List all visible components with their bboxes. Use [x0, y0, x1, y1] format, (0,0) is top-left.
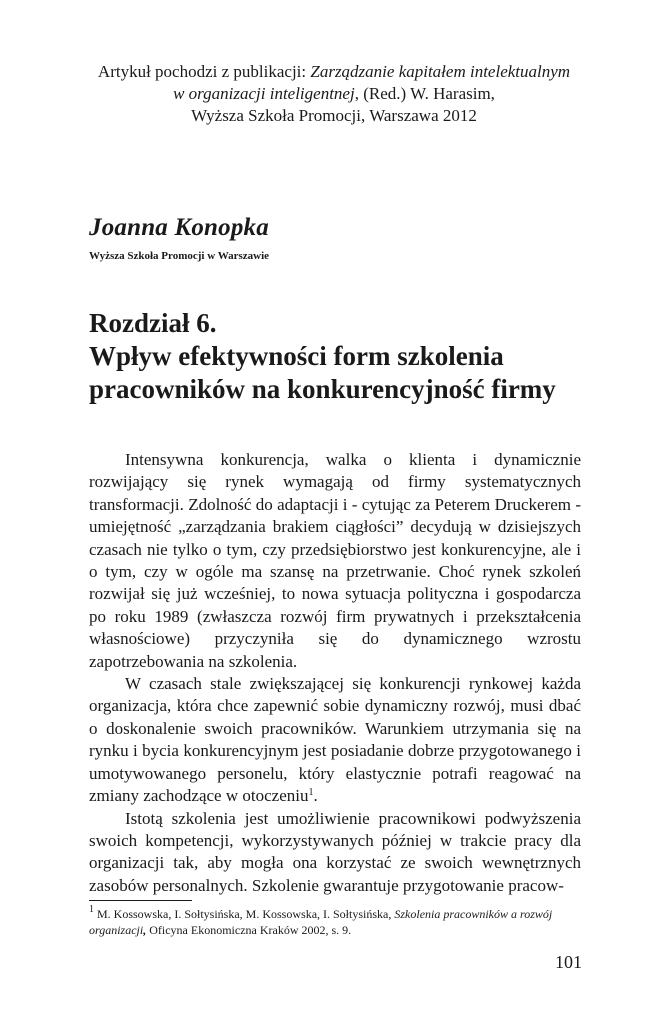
author-name: Joanna Konopka	[89, 214, 269, 241]
publication-note-line-1: Artykuł pochodzi z publikacji: Zarządzanie kapitałem intelektualnym	[97, 62, 571, 81]
publication-note	[60, 61, 608, 127]
footnote: $^1$ M. Kossowska, I. Sołtysińska, M. Kossowska, I. Sołtysińska, Szkolenia pracowników a rozwój organizacji, Oficyna Ekonomiczna Kraków 2002, s. 9.	[89, 904, 553, 937]
footnote-divider	[89, 900, 192, 901]
publication-title-part-2: w organizacji inteligentnej	[173, 84, 355, 103]
chapter-title-line-1: Wpływ efektywności form szkolenia	[89, 341, 504, 371]
paragraph: Istotą szkolenia jest umożliwienie pracownikowi podwyższenia swoich kompetencji, wykorzystywanych później w trakcie pracy dla organizacji tak, aby mogła ona korzystać ze swoich wewnętrznych zasobów personalnych. Szkolenie gwarantuje przygotowanie pracow-	[89, 808, 581, 895]
publication-title-part-1: Zarządzanie kapitałem intelektualnym	[310, 62, 571, 81]
chapter-title-line-2: pracowników na konkurencyjność firmy	[89, 374, 556, 404]
paragraph: W czasach stale zwiększającej się konkurencji rynkowej każda organizacja, która chce zapewnić sobie dynamiczny rozwój, musi dbać o doskonalenie swoich pracowników. Warunkiem utrzymania się na rynku i bycia konkurencyjnym jest posiadanie dobrze przygotowanego i umotywowanego personelu, który elastycznie potrafi reagować na zmiany zachodzące w otoczeniu$^1$.	[89, 674, 581, 806]
footnote-marker: 1	[89, 904, 94, 915]
chapter-number: Rozdział 6.	[89, 308, 217, 338]
body-text	[89, 449, 581, 897]
author-affiliation: Wyższa Szkoła Promocji w Warszawie	[89, 250, 270, 262]
paragraph: Intensywna konkurencja, walka o klienta i dynamicznie rozwijający się rynek wymagają od firmy systematycznych transformacji. Zdolność do adaptacji i - cytując za Peterem Druckerem - umiejętność „zarządzania brakiem ciągłości” decydują w dzisiejszych czasach nie tylko o tym, czy przedsiębiorstwo jest konkurencyjne, ale i o tym, czy w ogóle ma szansę na przetrwanie. Choć rynek szkoleń rozwijał się już wcześniej, to nowa sytuacja polityczna i gospodarcza po roku 1989 (zwłaszcza rozwój firm prywatnych i przekształcenia własnościowe) przyczyniła się do dynamicznego wzrostu zapotrzebowania na szkolenia.	[89, 450, 581, 671]
page-number: 101	[555, 952, 582, 972]
footnote-reference[interactable]: 1	[308, 787, 314, 799]
publication-note-line-3: Wyższa Szkoła Promocji, Warszawa 2012	[191, 106, 477, 125]
chapter-heading	[89, 307, 589, 406]
footnote-book-title: Szkolenia pracowników a rozwój organizacji	[89, 907, 553, 937]
publication-note-line-2: w organizacji inteligentnej, (Red.) W. Harasim,	[173, 84, 495, 103]
